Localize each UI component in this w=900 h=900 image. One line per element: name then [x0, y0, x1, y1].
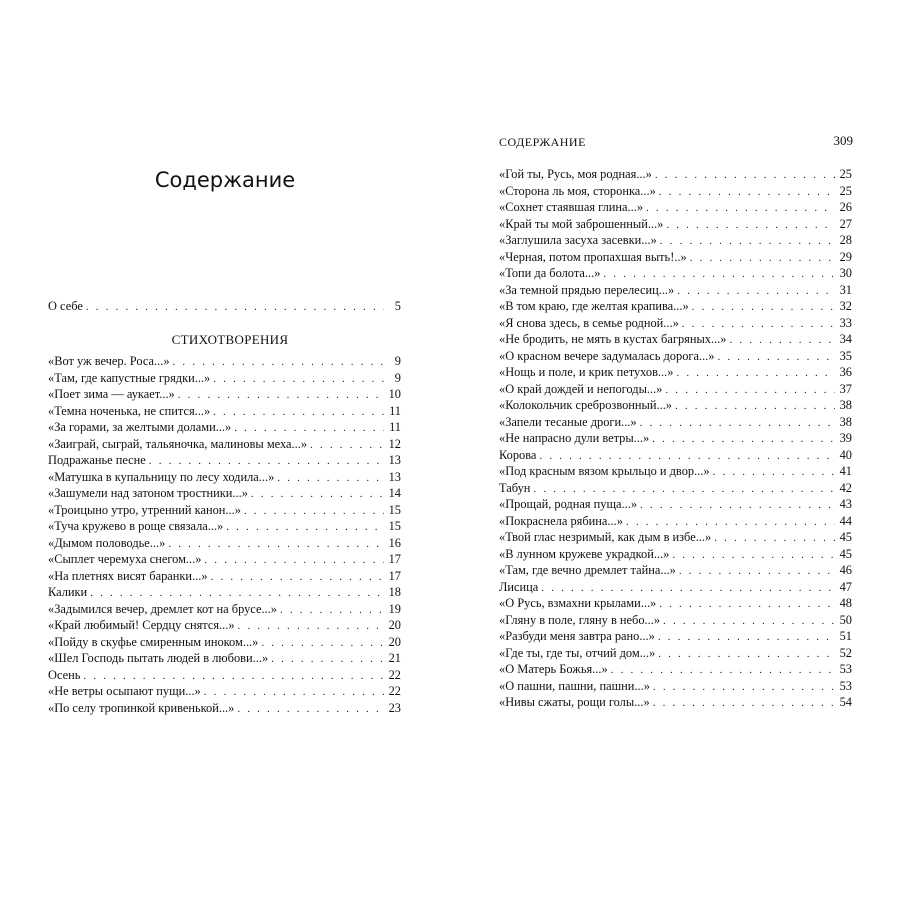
entry-title: О себе — [48, 299, 83, 313]
toc-entry — [48, 518, 401, 535]
entry-page-number: 14 — [388, 486, 401, 500]
entry-page-number: 38 — [839, 414, 852, 429]
entry-page-number: 33 — [839, 315, 852, 330]
entry-page-number: 32 — [839, 299, 852, 313]
dot-leader — [690, 250, 835, 267]
entry-title: «Твой глас незримый, как дым в избе...» — [499, 530, 712, 544]
entry-page-number: 37 — [839, 381, 852, 396]
entry-page-number: 47 — [839, 579, 852, 594]
dot-leader — [659, 596, 835, 613]
dot-leader — [672, 547, 835, 564]
dot-leader — [251, 486, 384, 503]
dot-leader — [675, 398, 835, 415]
toc-entry — [499, 298, 852, 315]
dot-leader — [676, 365, 835, 382]
dot-leader — [204, 684, 384, 701]
entry-title: «Зашумели над затоном тростники...» — [48, 486, 248, 500]
entry-title: «Край любимый! Сердцу снятся...» — [48, 618, 235, 632]
section-heading: СТИХОТВОРЕНИЯ — [171, 332, 289, 347]
dot-leader — [280, 602, 384, 619]
entry-page-number: 50 — [839, 612, 852, 627]
entry-title: «Я снова здесь, в семье родной...» — [499, 315, 679, 330]
toc-entry — [48, 551, 401, 568]
dot-leader — [211, 569, 384, 586]
entry-page-number: 42 — [839, 480, 852, 495]
dot-leader — [660, 233, 835, 250]
dot-leader — [692, 299, 835, 316]
toc-entry — [48, 568, 401, 585]
entry-title: «Сторона ль моя, сторонка...» — [499, 183, 656, 198]
dot-leader — [213, 371, 384, 388]
dot-leader — [663, 613, 835, 630]
entry-page-number: 43 — [839, 497, 852, 511]
entry-page-number: 27 — [839, 216, 852, 231]
entry-title: «Дымом половодье...» — [48, 535, 166, 550]
toc-entry — [499, 628, 852, 645]
entry-title: Корова — [499, 447, 537, 462]
entry-page-number: 20 — [388, 634, 401, 649]
toc-entry — [499, 480, 852, 497]
entry-title: Осень — [48, 667, 81, 682]
entry-page-number: 45 — [839, 546, 852, 561]
entry-title: «Прощай, родная пуща...» — [499, 497, 638, 511]
toc-entry — [48, 370, 401, 387]
dot-leader — [714, 530, 835, 547]
toc-entry — [499, 579, 852, 596]
toc-list-right — [499, 166, 852, 711]
dot-leader — [149, 453, 384, 470]
dot-leader — [611, 662, 835, 679]
entry-title: «Гой ты, Русь, моя родная...» — [499, 167, 652, 181]
entry-page-number: 25 — [839, 167, 852, 181]
entry-page-number: 52 — [839, 645, 852, 660]
entry-title: «Не бродить, не мять в кустах багряных...» — [499, 332, 727, 346]
entry-title: «Темна ноченька, не спится...» — [48, 403, 211, 418]
entry-page-number: 23 — [388, 700, 401, 715]
toc-entry — [48, 617, 401, 634]
entry-title: «Сохнет стаявшая глина...» — [499, 200, 644, 214]
entry-title: «Топи да болота...» — [499, 266, 601, 280]
toc-entry — [499, 397, 852, 414]
entry-page-number: 45 — [839, 530, 852, 544]
entry-title: «Запели тесаные дроги...» — [499, 414, 637, 429]
entry-title: Подражанье песне — [48, 453, 146, 467]
entry-page-number: 29 — [839, 249, 852, 264]
toc-entry — [48, 700, 401, 717]
entry-page-number: 17 — [388, 568, 401, 583]
toc-entry — [48, 419, 401, 436]
entry-title: «Сыплет черемуха снегом...» — [48, 552, 202, 566]
entry-page-number: 12 — [388, 436, 401, 451]
toc-entry — [499, 232, 852, 249]
dot-leader — [665, 382, 835, 399]
entry-page-number: 22 — [388, 684, 401, 698]
entry-title: «О пашни, пашни, пашни...» — [499, 678, 650, 693]
entry-page-number: 18 — [388, 585, 401, 599]
entry-title: «Пойду в скуфье смиренным иноком...» — [48, 634, 259, 649]
entry-page-number: 48 — [839, 596, 852, 610]
dot-leader — [83, 668, 384, 685]
entry-page-number: 36 — [839, 365, 852, 379]
toc-entry — [48, 469, 401, 486]
toc-list-left — [48, 353, 401, 716]
toc-entry — [499, 694, 852, 711]
page-number: 309 — [833, 133, 853, 148]
entry-page-number: 35 — [839, 348, 852, 363]
entry-title: «Черная, потом пропахшая выть!..» — [499, 249, 687, 264]
dot-leader — [533, 481, 835, 498]
dot-leader — [653, 695, 835, 712]
toc-entry — [48, 667, 401, 684]
toc-entry — [499, 496, 852, 513]
dot-leader — [653, 679, 835, 696]
entry-page-number: 53 — [839, 662, 852, 676]
toc-entry — [48, 403, 401, 420]
entry-title: «По селу тропинкой кривенькой...» — [48, 700, 235, 715]
dot-leader — [244, 503, 384, 520]
toc-entry — [48, 683, 401, 700]
toc-entry — [499, 645, 852, 662]
toc-entry — [499, 282, 852, 299]
dot-leader — [640, 415, 835, 432]
dot-leader — [204, 552, 384, 569]
entry-title: «Покраснела рябина...» — [499, 513, 623, 528]
dot-leader — [655, 167, 835, 184]
entry-title: Калики — [48, 585, 88, 599]
toc-entry — [499, 199, 852, 216]
dot-leader — [226, 519, 384, 536]
entry-page-number: 53 — [839, 678, 852, 693]
toc-entry — [48, 502, 401, 519]
dot-leader — [90, 585, 384, 602]
dot-leader — [271, 651, 384, 668]
entry-page-number: 9 — [394, 354, 401, 368]
entry-page-number: 15 — [388, 502, 401, 517]
dot-leader — [682, 316, 835, 333]
entry-page-number: 46 — [839, 563, 852, 577]
toc-entry — [499, 216, 852, 233]
entry-page-number: 20 — [388, 618, 401, 632]
toc-entry — [499, 166, 852, 183]
toc-entry — [499, 612, 852, 629]
toc-entry — [48, 353, 401, 370]
entry-title: «В том краю, где желтая крапива...» — [499, 299, 689, 313]
dot-leader — [238, 618, 384, 635]
entry-title: «Там, где вечно дремлет тайна...» — [499, 563, 676, 577]
toc-entry — [499, 348, 852, 365]
dot-leader — [539, 448, 835, 465]
entry-title: «Не ветры осыпают пущи...» — [48, 684, 201, 698]
toc-entry — [499, 265, 852, 282]
dot-leader — [86, 299, 384, 316]
entry-page-number: 19 — [388, 601, 401, 616]
dot-leader — [541, 580, 835, 597]
entry-title: «Нощь и поле, и крик петухов...» — [499, 365, 674, 379]
toc-entry — [499, 430, 852, 447]
entry-page-number: 54 — [839, 695, 852, 709]
entry-page-number: 34 — [839, 332, 852, 346]
dot-leader — [652, 431, 835, 448]
toc-entry — [499, 513, 852, 530]
toc-entry — [499, 661, 852, 678]
entry-page-number: 39 — [839, 431, 852, 445]
toc-entry — [499, 249, 852, 266]
entry-page-number: 26 — [839, 200, 852, 214]
dot-leader — [729, 332, 835, 349]
dot-leader — [677, 283, 835, 300]
dot-leader — [666, 217, 835, 234]
toc-entry — [48, 601, 401, 618]
entry-page-number: 25 — [839, 183, 852, 198]
toc-entry — [48, 386, 401, 403]
entry-title: «О край дождей и непогоды...» — [499, 381, 663, 396]
toc-entry — [499, 463, 852, 480]
dot-leader — [178, 387, 384, 404]
toc-entry — [499, 364, 852, 381]
toc-entry — [499, 562, 852, 579]
toc-entry — [48, 535, 401, 552]
toc-entry — [499, 546, 852, 563]
entry-title: «Заиграй, сыграй, тальяночка, малиновы меха...» — [48, 436, 308, 451]
toc-entry — [499, 183, 852, 200]
dot-leader — [277, 470, 384, 487]
toc-entry — [48, 650, 401, 667]
entry-title: «Поет зима — аукает...» — [48, 387, 175, 401]
toc-entry — [499, 331, 852, 348]
dot-leader — [234, 420, 384, 437]
entry-title: «За горами, за желтыми долами...» — [48, 420, 232, 434]
dot-leader — [679, 563, 835, 580]
dot-leader — [261, 635, 384, 652]
entry-page-number: 38 — [839, 398, 852, 412]
entry-title: «Матушка в купальницу по лесу ходила...» — [48, 469, 275, 484]
entry-page-number: 44 — [839, 513, 852, 528]
dot-leader — [173, 354, 384, 371]
toc-entry — [48, 298, 401, 315]
entry-title: «На плетнях висят баранки...» — [48, 568, 208, 583]
toc-entry — [48, 634, 401, 651]
entry-title: «Заглушила засуха засевки...» — [499, 233, 657, 247]
entry-title: «Колокольчик среброзвонный...» — [499, 398, 672, 412]
dot-leader — [658, 646, 835, 663]
entry-title: «Разбуди меня завтра рано...» — [499, 629, 655, 643]
dot-leader — [713, 464, 835, 481]
toc-entry — [499, 447, 852, 464]
entry-page-number: 21 — [388, 651, 401, 665]
entry-title: «О красном вечере задумалась дорога...» — [499, 348, 715, 363]
entry-title: «Где ты, где ты, отчий дом...» — [499, 645, 656, 660]
toc-entry — [48, 485, 401, 502]
entry-title: «Край ты мой заброшенный...» — [499, 216, 664, 231]
entry-page-number: 11 — [389, 403, 401, 418]
entry-page-number: 40 — [839, 447, 852, 462]
toc-entry — [499, 315, 852, 332]
dot-leader — [626, 514, 835, 531]
toc-entry — [48, 584, 401, 601]
entry-title: «Задымился вечер, дремлет кот на брусе...» — [48, 601, 277, 616]
dot-leader — [603, 266, 835, 283]
toc-entry — [499, 678, 852, 695]
dot-leader — [168, 536, 384, 553]
entry-page-number: 31 — [839, 282, 852, 297]
entry-page-number: 13 — [388, 469, 401, 484]
entry-title: «Не напрасно дули ветры...» — [499, 431, 650, 445]
toc-entry — [48, 436, 401, 453]
entry-title: «Троицыно утро, утренний канон...» — [48, 502, 241, 517]
entry-page-number: 17 — [388, 552, 401, 566]
entry-title: «Вот уж вечер. Роса...» — [48, 354, 170, 368]
entry-title: «За темной прядью перелесиц...» — [499, 282, 675, 297]
dot-leader — [237, 701, 384, 718]
dot-leader — [640, 497, 835, 514]
toc-entry — [499, 595, 852, 612]
dot-leader — [658, 629, 835, 646]
dot-leader — [646, 200, 835, 217]
entry-title: «Туча кружево в роще связала...» — [48, 519, 224, 533]
dot-leader — [717, 349, 835, 366]
entry-title: «Шел Господь пытать людей в любови...» — [48, 651, 269, 665]
entry-page-number: 15 — [388, 519, 401, 533]
entry-page-number: 10 — [388, 387, 401, 401]
dot-leader — [213, 404, 384, 421]
toc-entry — [499, 381, 852, 398]
entry-title: «В лунном кружеве украдкой...» — [499, 546, 670, 561]
entry-title: «Нивы сжаты, рощи голы...» — [499, 695, 650, 709]
entry-page-number: 16 — [388, 535, 401, 550]
entry-page-number: 5 — [394, 299, 401, 313]
entry-title: «О Русь, взмахни крылами...» — [499, 596, 657, 610]
entry-page-number: 30 — [839, 266, 852, 280]
entry-page-number: 41 — [839, 464, 852, 478]
entry-page-number: 22 — [388, 667, 401, 682]
toc-entry — [499, 529, 852, 546]
toc-entry — [499, 414, 852, 431]
running-head: СОДЕРЖАНИЕ — [499, 135, 586, 149]
toc-entry — [48, 452, 401, 469]
dot-leader — [310, 437, 384, 454]
entry-title: «Гляну в поле, гляну в небо...» — [499, 612, 661, 627]
right-page — [450, 0, 900, 900]
entry-page-number: 11 — [389, 420, 401, 434]
entry-title: «Там, где капустные грядки...» — [48, 370, 211, 385]
entry-page-number: 13 — [388, 453, 401, 467]
entry-page-number: 9 — [394, 370, 401, 385]
toc-intro-list — [48, 298, 401, 315]
page-title: Содержание — [154, 168, 296, 192]
entry-title: «О Матерь Божья...» — [499, 662, 608, 676]
entry-title: «Под красным вязом крыльцо и двор...» — [499, 464, 710, 478]
entry-page-number: 28 — [839, 233, 852, 247]
dot-leader — [659, 184, 835, 201]
entry-title: Лисица — [499, 579, 539, 594]
entry-page-number: 51 — [839, 629, 852, 643]
entry-title: Табун — [499, 480, 531, 495]
